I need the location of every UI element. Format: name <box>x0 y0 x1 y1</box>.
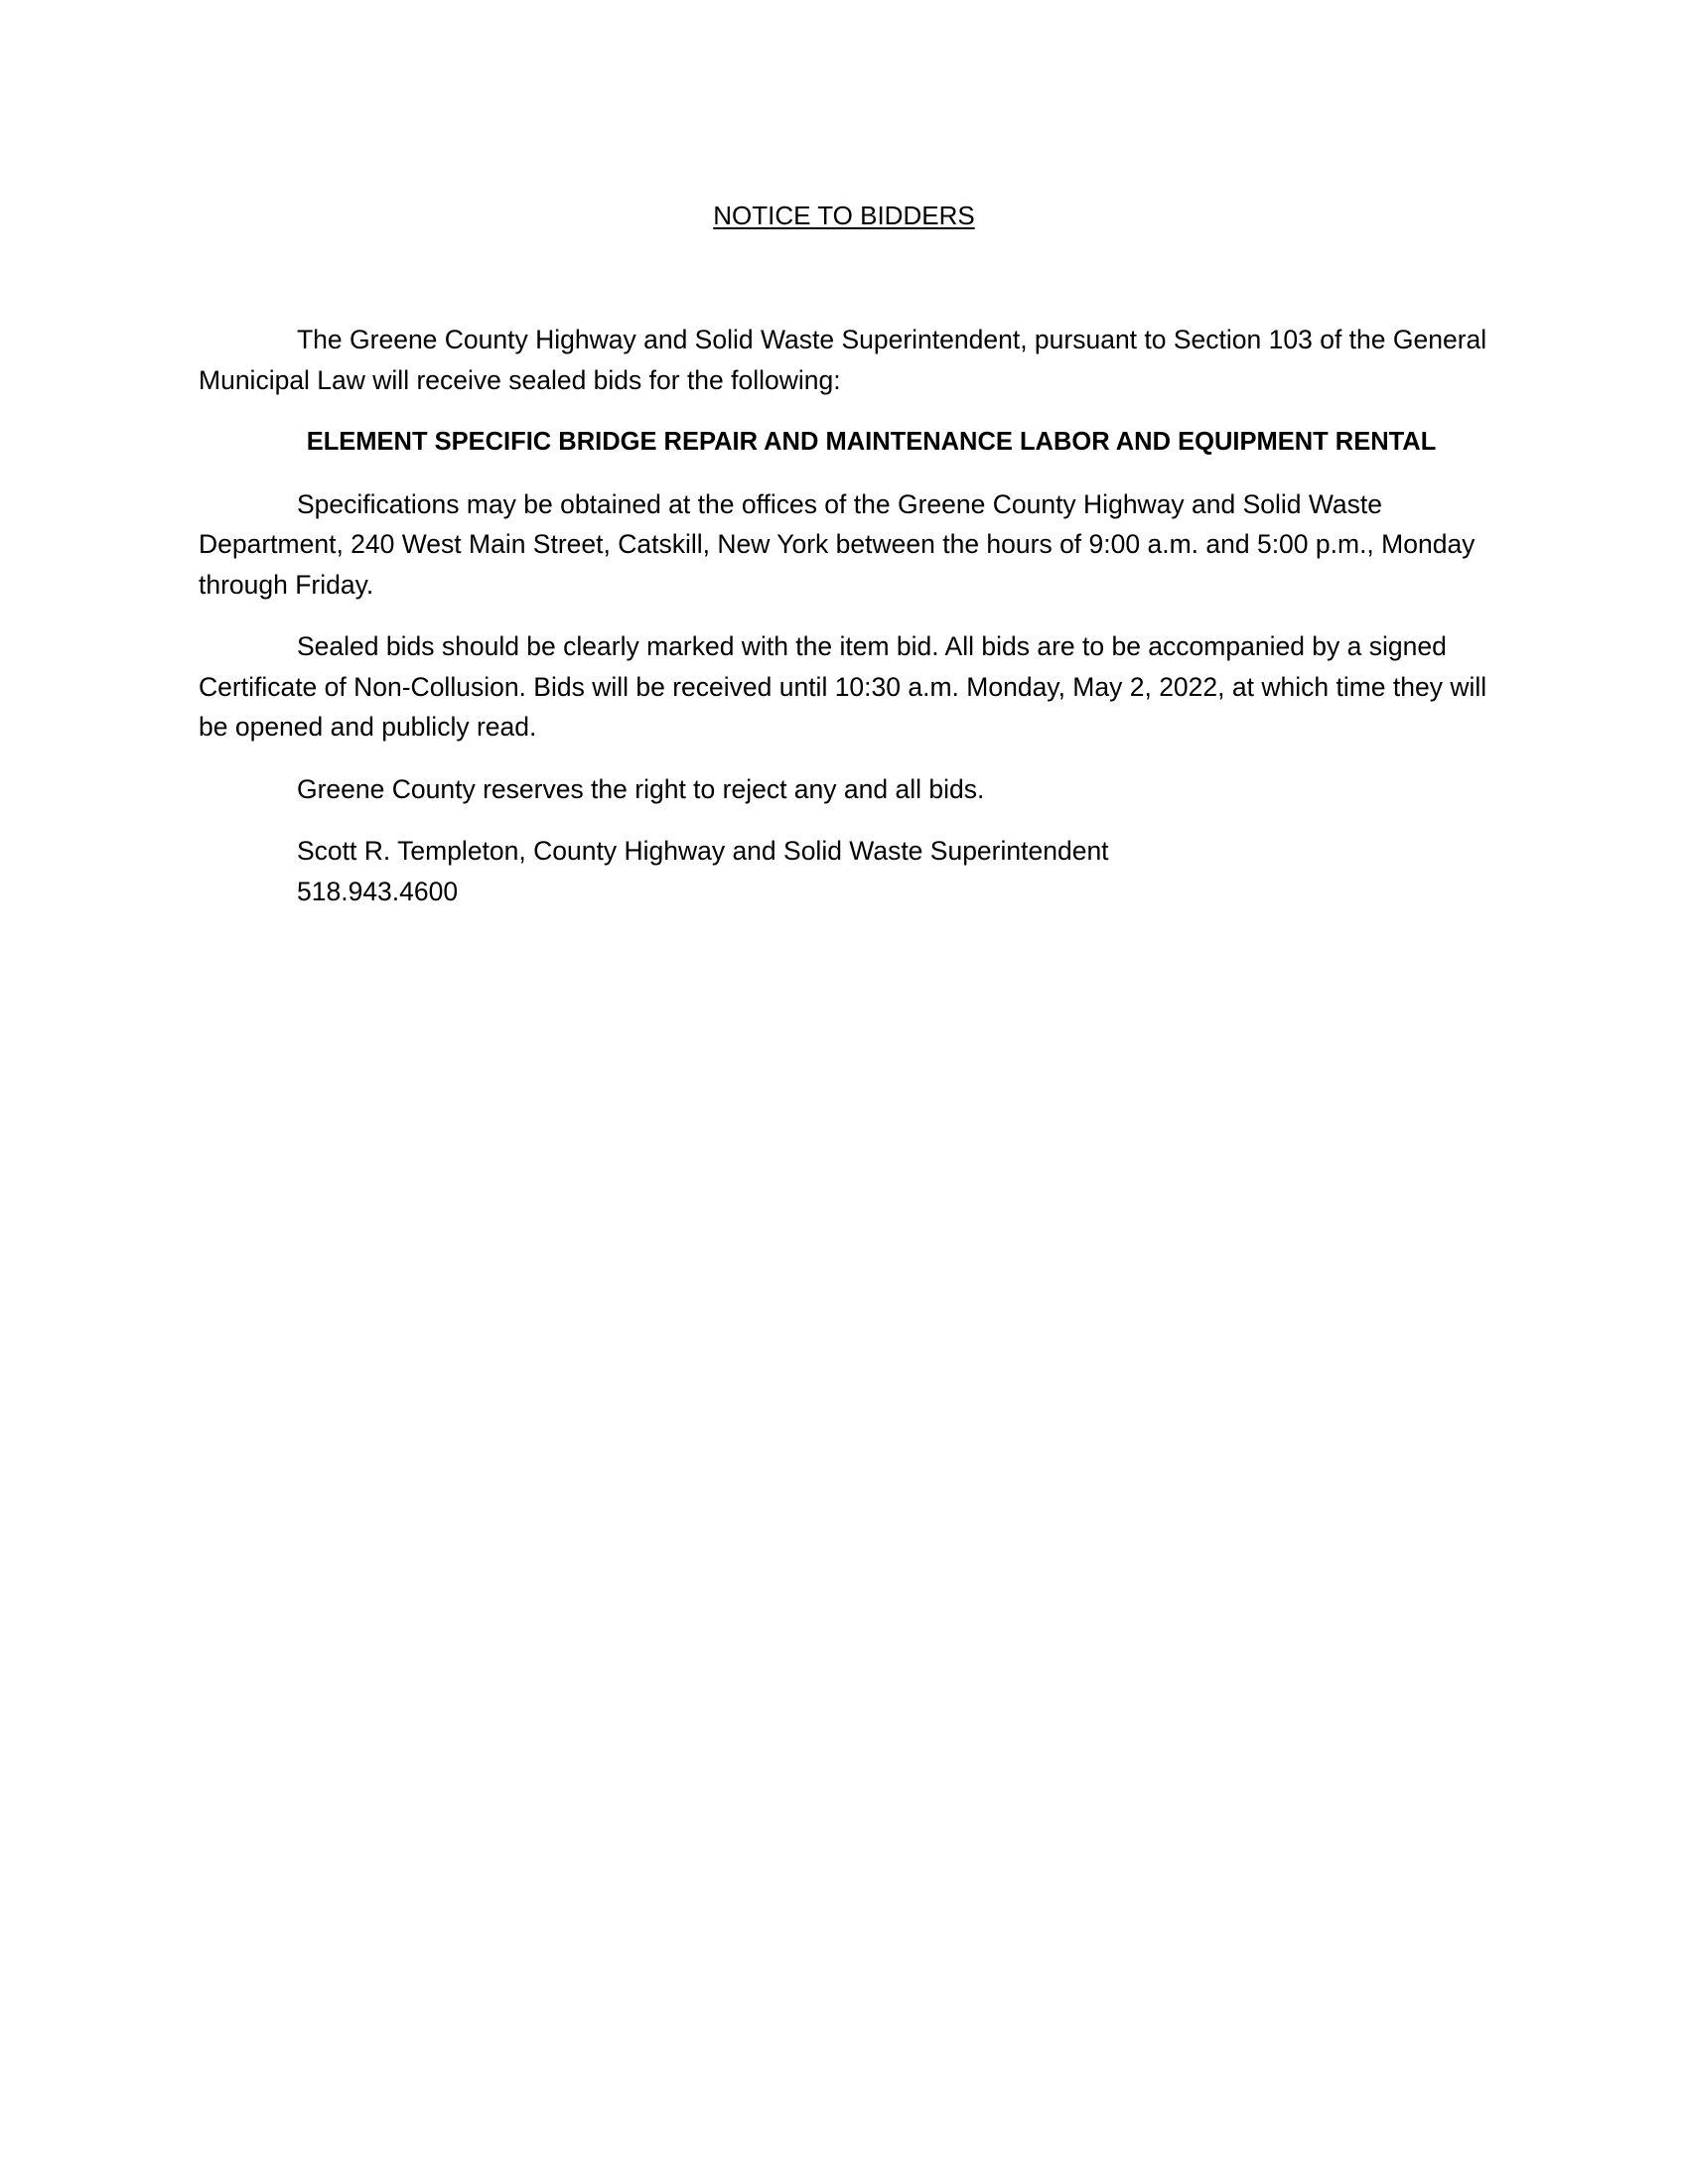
notice-title: NOTICE TO BIDDERS <box>713 201 975 230</box>
signature-name: Scott R. Templeton, County Highway and Solid Waste Superintendent <box>297 836 1109 866</box>
reservation-line: Greene County reserves the right to reject any and all bids. <box>297 773 985 804</box>
notice-title-container <box>0 199 1688 232</box>
intro-paragraph: The Greene County Highway and Solid Waste Superintendent, pursuant to Section 103 of the General Municipal Law will receive sealed bids for the following: <box>199 325 1487 395</box>
notice-body <box>199 320 1499 911</box>
signature-phone: 518.943.4600 <box>297 876 459 906</box>
sealed-bids-paragraph: Sealed bids should be clearly marked with the item bid. All bids are to be accompanied by a signed Certificate of Non-Collusion. Bids will be received until 10:30 a.m. Monday, May 2, 2022, at which time they will be opened and publicly read. <box>199 631 1487 742</box>
item-heading: ELEMENT SPECIFIC BRIDGE REPAIR AND MAINTENANCE LABOR AND EQUIPMENT RENTAL <box>306 428 1437 456</box>
specifications-paragraph: Specifications may be obtained at the offices of the Greene County Highway and Solid Waste Department, 240 West Main Street, Catskill, New York between the hours of 9:00 a.m. and 5:00 p.m., Monday through Friday. <box>199 488 1476 600</box>
